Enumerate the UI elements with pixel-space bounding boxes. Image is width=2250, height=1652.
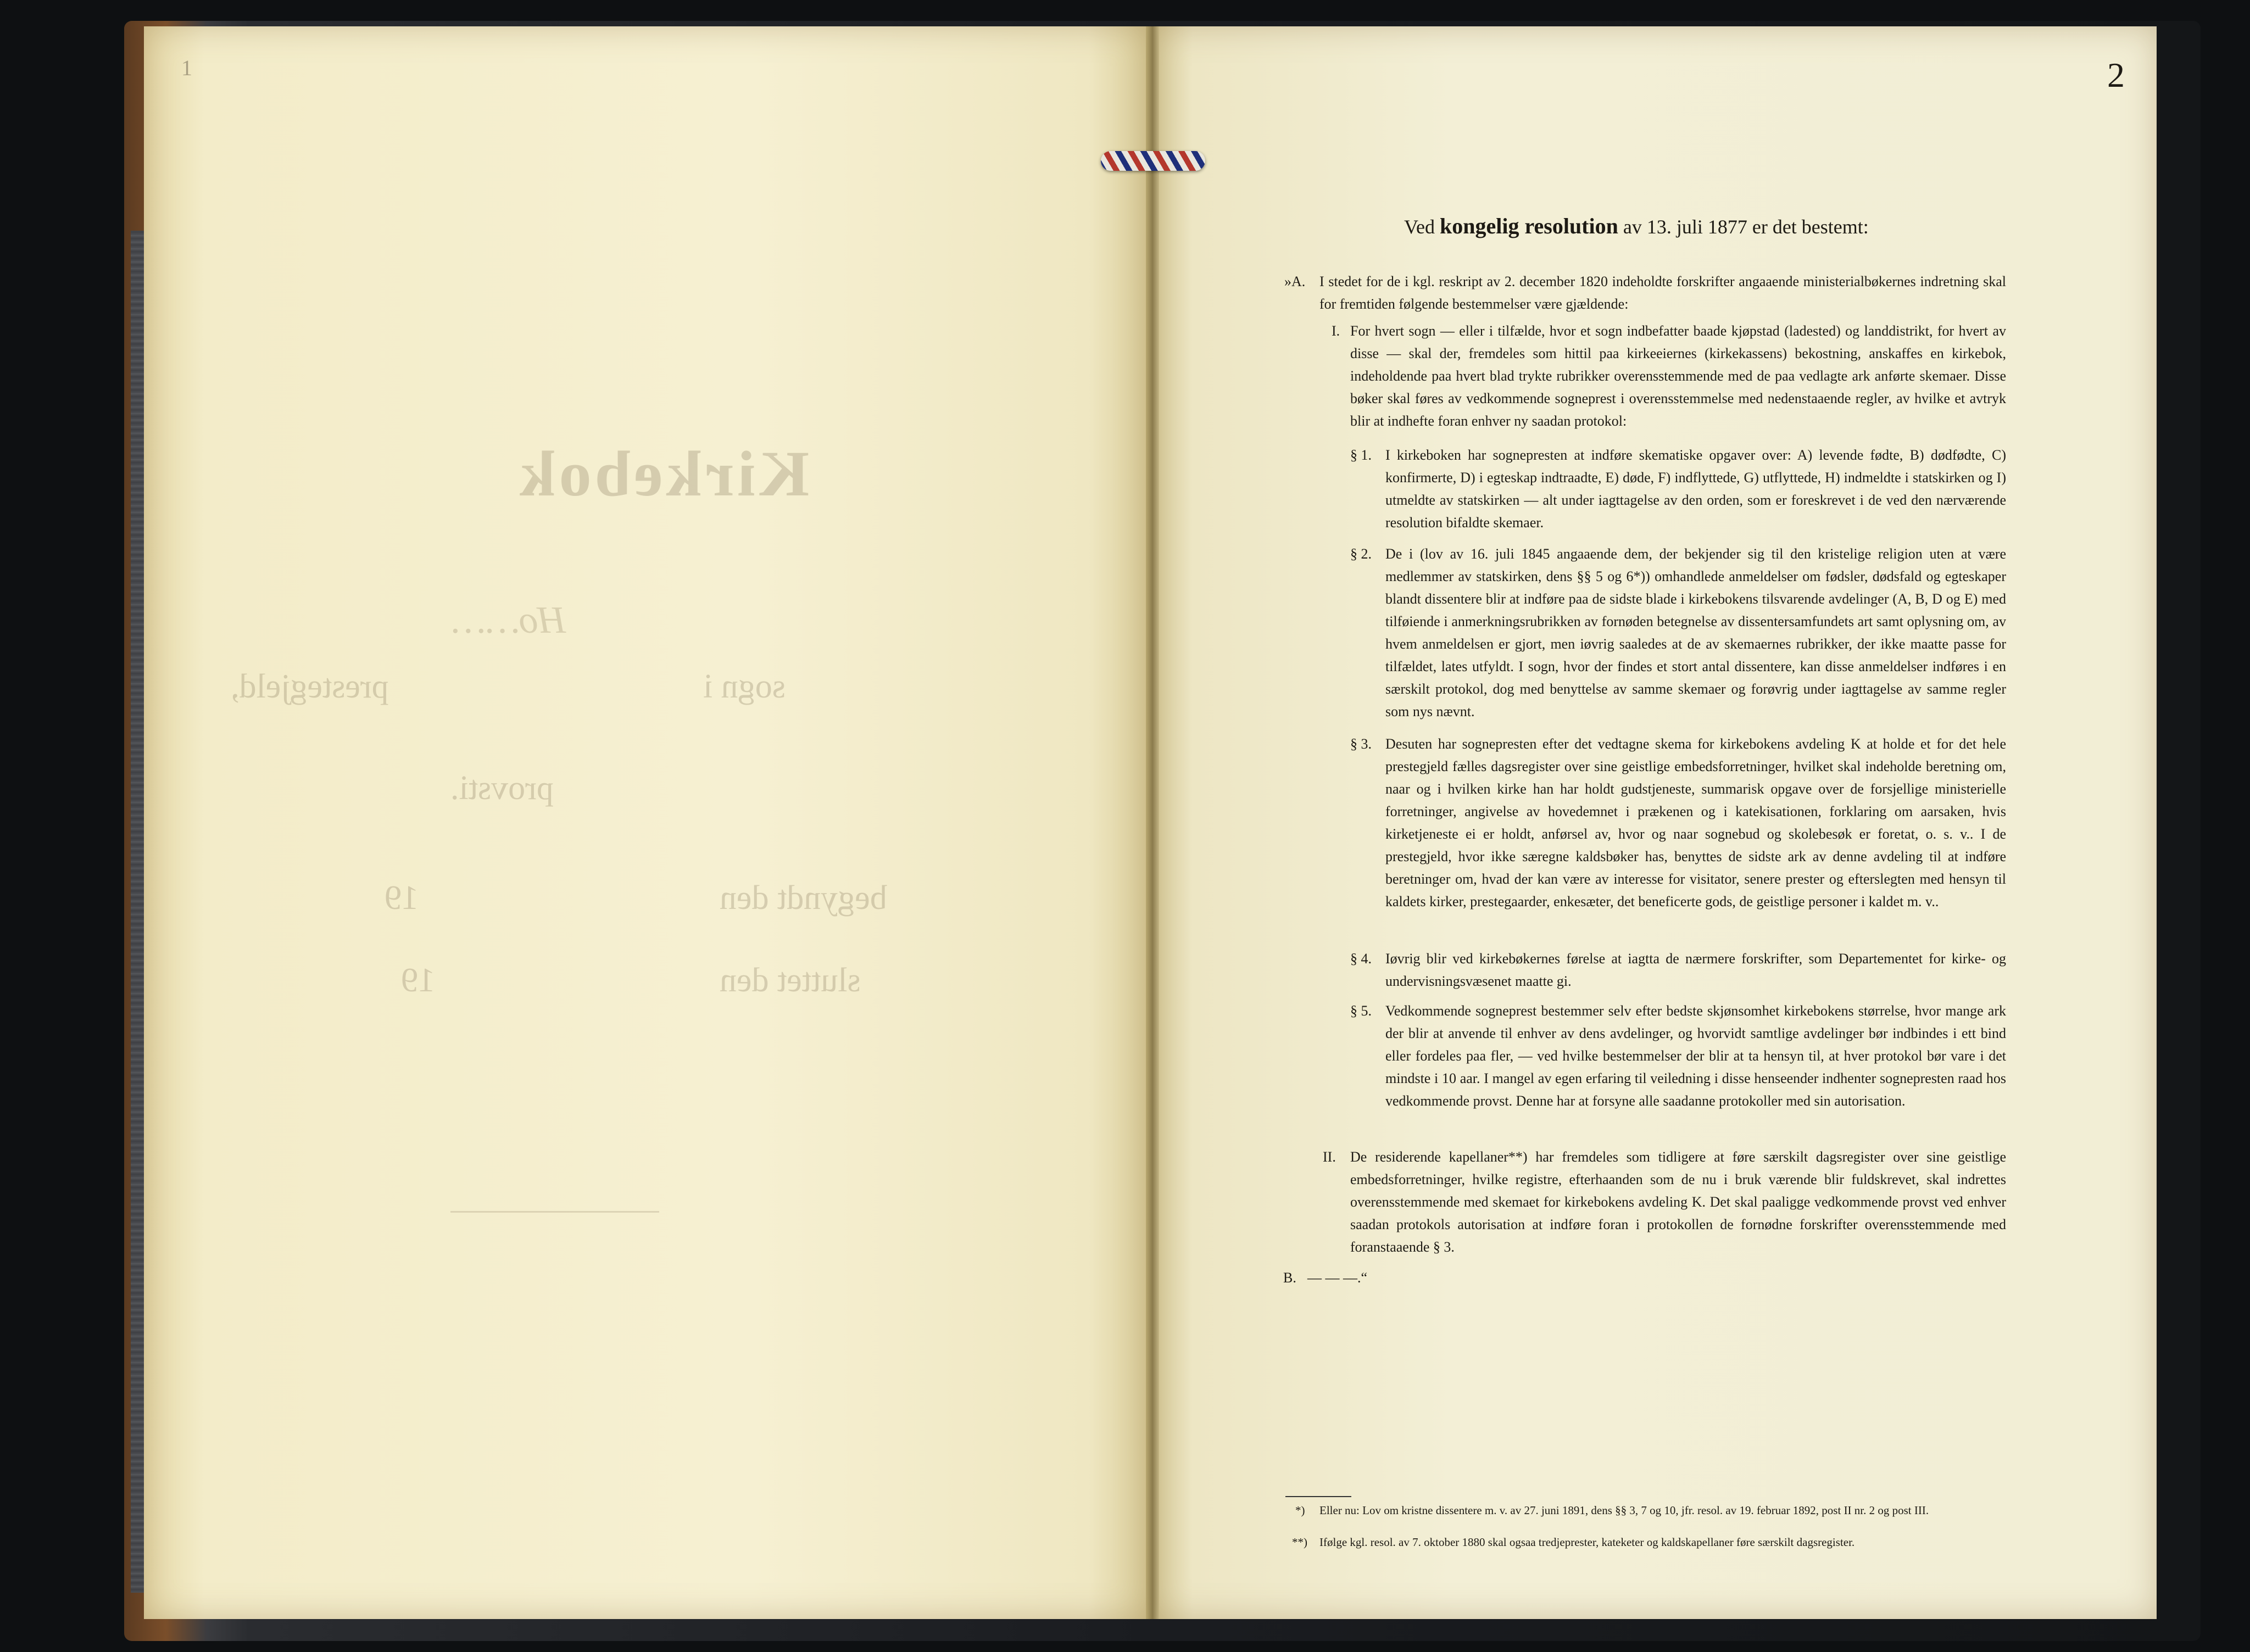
- paragraph-5-text: Vedkommende sogneprest bestemmer selv efter bedste skjønsomhet kirkebokens størrelse, hvor mange ark der blir at anvende til enhver av dens avdelinger, og hvorvidt samtlige avdelinger bør indbindes i ett bind eller fordeles paa fler, — ved hvilke bestemmelser der blir at ta hensyn til, at hver protokol bør vare i det mindste i 10 aar. I mangel av egen erfaring til veiledning i disse henseender indhenter sognepresten raad hos vedkommende provst. Denne har at forsyne alle saadanne protokoller med sin autorisation.: [1385, 1003, 2006, 1109]
- pencil-mark: 1: [181, 55, 192, 80]
- paragraph-4-text: Iøvrig blir ved kirkebøkernes førelse at iagtta de nærmere forskrifter, som Departementet for kirke- og undervisningsvæsenet maatte gi.: [1385, 951, 2006, 989]
- paragraph-3-text: Desuten har sognepresten efter det vedtagne skema for kirkebokens avdeling K at holde et for det hele prestegjeld fælles dagsregister over sine geistlige embedsforretninger, hvilket skal indeholde beretning om, naar og i hvilken kirke han har holdt gudstjeneste, summarisk opgave over de forsjellige ministerielle forretninger, angivelse av hovedemnet i prækenen og i katekisationen, forklaring om aarsaken, hvis kirketjeneste ei er holdt, anførsel av, hvor og naar sognebud og skolebesøk er foretat, o. s. v.. I de prestegjeld, hvor ikke særegne kaldsbøker has, benyttes de sidste ark av denne avdeling til at indføre beretninger om, hvad der kan være av interesse for visitator, senere prester og efterslegten med hensyn til kaldets kirker, prestegaarder, enkesæter, det beneficerte gods, de geistlige personer i kaldet m. v..: [1385, 736, 2006, 909]
- section-b-text: — — —.“: [1307, 1270, 1368, 1286]
- footnote-2-text: Ifølge kgl. resol. av 7. oktober 1880 skal ogsaa tredjeprester, kateketer og kaldskapellaner føre særskilt dagsregister.: [1319, 1536, 1855, 1549]
- item-1-text: For hvert sogn — eller i tilfælde, hvor et sogn indbefatter baade kjøpstad (ladested) og landdistrikt, for hvert av disse — skal der, fremdeles som hittil paa kirkeeiernes (kirkekassens) bekostning, anskaffes en kirkebok, indeholdende paa hvert blad trykte rubrikker overensstemmende med de paa vedlagte ark anførte skemaer. Disse bøker skal føres av vedkommende sogneprest i overensstemmelse med nedenstaaende regler, av hvilke et avtryk blir at indhefte foran enhver ny saadan protokol:: [1350, 323, 2006, 429]
- footnote-1-text: Eller nu: Lov om kristne dissentere m. v. av 27. juni 1891, dens §§ 3, 7 og 10, jfr. resol. av 19. februar 1892, post II nr. 2 og post III.: [1319, 1504, 1929, 1517]
- footnote-rule: [1285, 1496, 1351, 1497]
- paragraph-4-label: § 4.: [1350, 951, 1372, 967]
- ghost-rule: [450, 1211, 659, 1213]
- heading-prefix: Ved: [1404, 216, 1435, 238]
- ghost-line-begyndt: begyndt den: [720, 879, 887, 917]
- ghost-handwriting: Ho……: [450, 599, 566, 641]
- binding-thread: [1101, 151, 1205, 171]
- section-a-label: »A.: [1284, 274, 1306, 289]
- left-page: [144, 26, 1149, 1619]
- ghost-line-sluttet: sluttet den: [720, 962, 861, 999]
- item-1-label: I.: [1332, 323, 1340, 339]
- item-2-label: II.: [1323, 1149, 1336, 1165]
- paragraph-2-label: § 2.: [1350, 546, 1372, 562]
- paragraph-5-label: § 5.: [1350, 1003, 1372, 1019]
- heading-suffix: av 13. juli 1877 er det bestemt:: [1623, 216, 1869, 238]
- paragraph-1-text: I kirkeboken har sognepresten at indføre skematiske opgaver over: A) levende fødte, B) dødfødte, C) konfirmerte, D) i egteskap indtraadte, E) døde, F) indflyttede, G) utflyttede, H) indmeldte i statskirken og I) utmeldte av statskirken — alt under iagttagelse av den orden, som er foreskrevet i de ved den nærværende resolution bifaldte skemaer.: [1385, 447, 2006, 531]
- ghost-title: Kirkebok: [516, 438, 810, 510]
- page-number: 2: [2107, 55, 2125, 94]
- ghost-year-2: 19: [401, 962, 435, 999]
- paragraph-3-label: § 3.: [1350, 736, 1372, 752]
- section-a-text: I stedet for de i kgl. reskript av 2. december 1820 indeholdte forskrifter angaaende ministerialbøkernes indretning skal for fremtiden følgende bestemmelser være gjældende:: [1319, 274, 2006, 312]
- item-2-text: De residerende kapellaner**) har fremdeles som tidligere at føre særskilt dagsregister over sine geistlige embedsforretninger, hvilke registre, efterhaanden som de nu i bruk værende blir fuldskrevet, skal indrettes overensstemmende med skemaet for kirkebokens avdeling K. Det skal paaligge vedkommende provst ved enhver saadan protokols autorisation at indføre foran i protokollen de fornødne forskrifter overensstemmende med foranstaaende § 3.: [1350, 1149, 2006, 1255]
- section-b-label: B.: [1283, 1270, 1296, 1286]
- paragraph-1-label: § 1.: [1350, 447, 1372, 463]
- ghost-line-prestegjeld: prestegjeld,: [231, 668, 389, 705]
- footnote-2-mark: **): [1292, 1536, 1307, 1549]
- paragraph-2-text: De i (lov av 16. juli 1845 angaaende dem, der bekjender sig til den kristelige religion uten at være medlemmer av statskirken, dens §§ 5 og 6*)) omhandlede anmeldelser om fødsler, dødsfald og egteskaper blandt dissentere blir at indføre paa de sidste blade i kirkebokens tilsvarende avdelinger (A, B, D og E) med tilføiende i anmerkningsrubrikken av fornøden betegnelse av dissentersamfundets art samt oplysning om, av hvem anmeldelsen er gjort, men iøvrig saaledes at de av skemaernes rubrikker, der ikke maatte passe for tilfældet, lates utfyldt. I sogn, hvor der findes et stort antal dissentere, kan disse anmeldelser indføres i en særskilt protokol, dog med benyttelse av samme skemaer og forøvrig under iagttagelse av samme regler som nys nævnt.: [1385, 546, 2006, 719]
- ghost-line-sogn: sogn i: [703, 668, 786, 705]
- heading-bold: kongelig resolution: [1440, 214, 1618, 238]
- resolution-heading: [1404, 213, 1869, 239]
- ghost-year-1: 19: [385, 879, 419, 917]
- book-gutter: [1146, 26, 1159, 1619]
- footnote-1-mark: *): [1295, 1504, 1305, 1517]
- ghost-line-provsti: provsti.: [450, 769, 554, 807]
